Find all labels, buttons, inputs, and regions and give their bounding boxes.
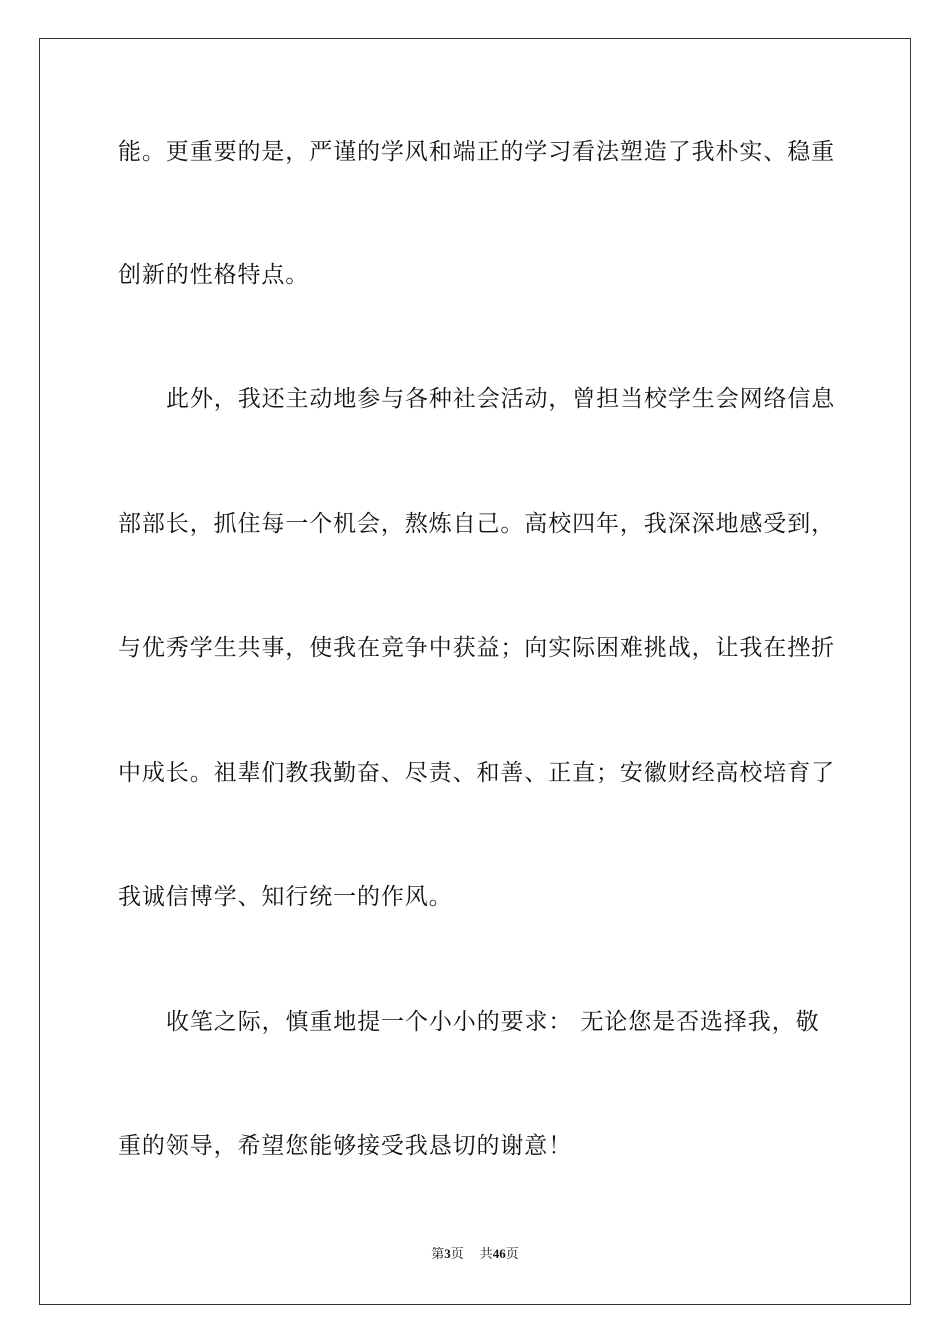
- total-pages: 46: [492, 1246, 506, 1261]
- total-prefix: 共: [479, 1247, 493, 1262]
- body-line-7: 我诚信博学、知行统一的作风。: [118, 884, 453, 910]
- body-line-6: 中成长。祖辈们教我勤奋、尽责、和善、正直；安徽财经高校培育了: [118, 760, 835, 786]
- body-line-5: 与优秀学生共事，使我在竞争中获益；向实际困难挑战，让我在挫折: [118, 635, 835, 661]
- page-footer: [0, 1245, 950, 1264]
- body-line-4: 部部长，抓住每一个机会，熬炼自己。高校四年，我深深地感受到，: [118, 511, 835, 537]
- page-prefix: 第: [431, 1247, 445, 1262]
- body-line-1: 能。更重要的是，严谨的学风和端正的学习看法塑造了我朴实、稳重: [118, 139, 835, 165]
- body-line-8: 收笔之际，慎重地提一个小小的要求： 无论您是否选择我，敬: [166, 1009, 820, 1035]
- body-line-3: 此外，我还主动地参与各种社会活动，曾担当校学生会网络信息: [166, 386, 836, 412]
- body-line-9: 重的领导，希望您能够接受我恳切的谢意！: [118, 1133, 573, 1159]
- body-line-2: 创新的性格特点。: [118, 262, 310, 288]
- page-border: [39, 38, 911, 1305]
- total-suffix: 页: [505, 1247, 519, 1262]
- page-number: 3: [444, 1246, 451, 1261]
- page-suffix: 页: [450, 1247, 464, 1262]
